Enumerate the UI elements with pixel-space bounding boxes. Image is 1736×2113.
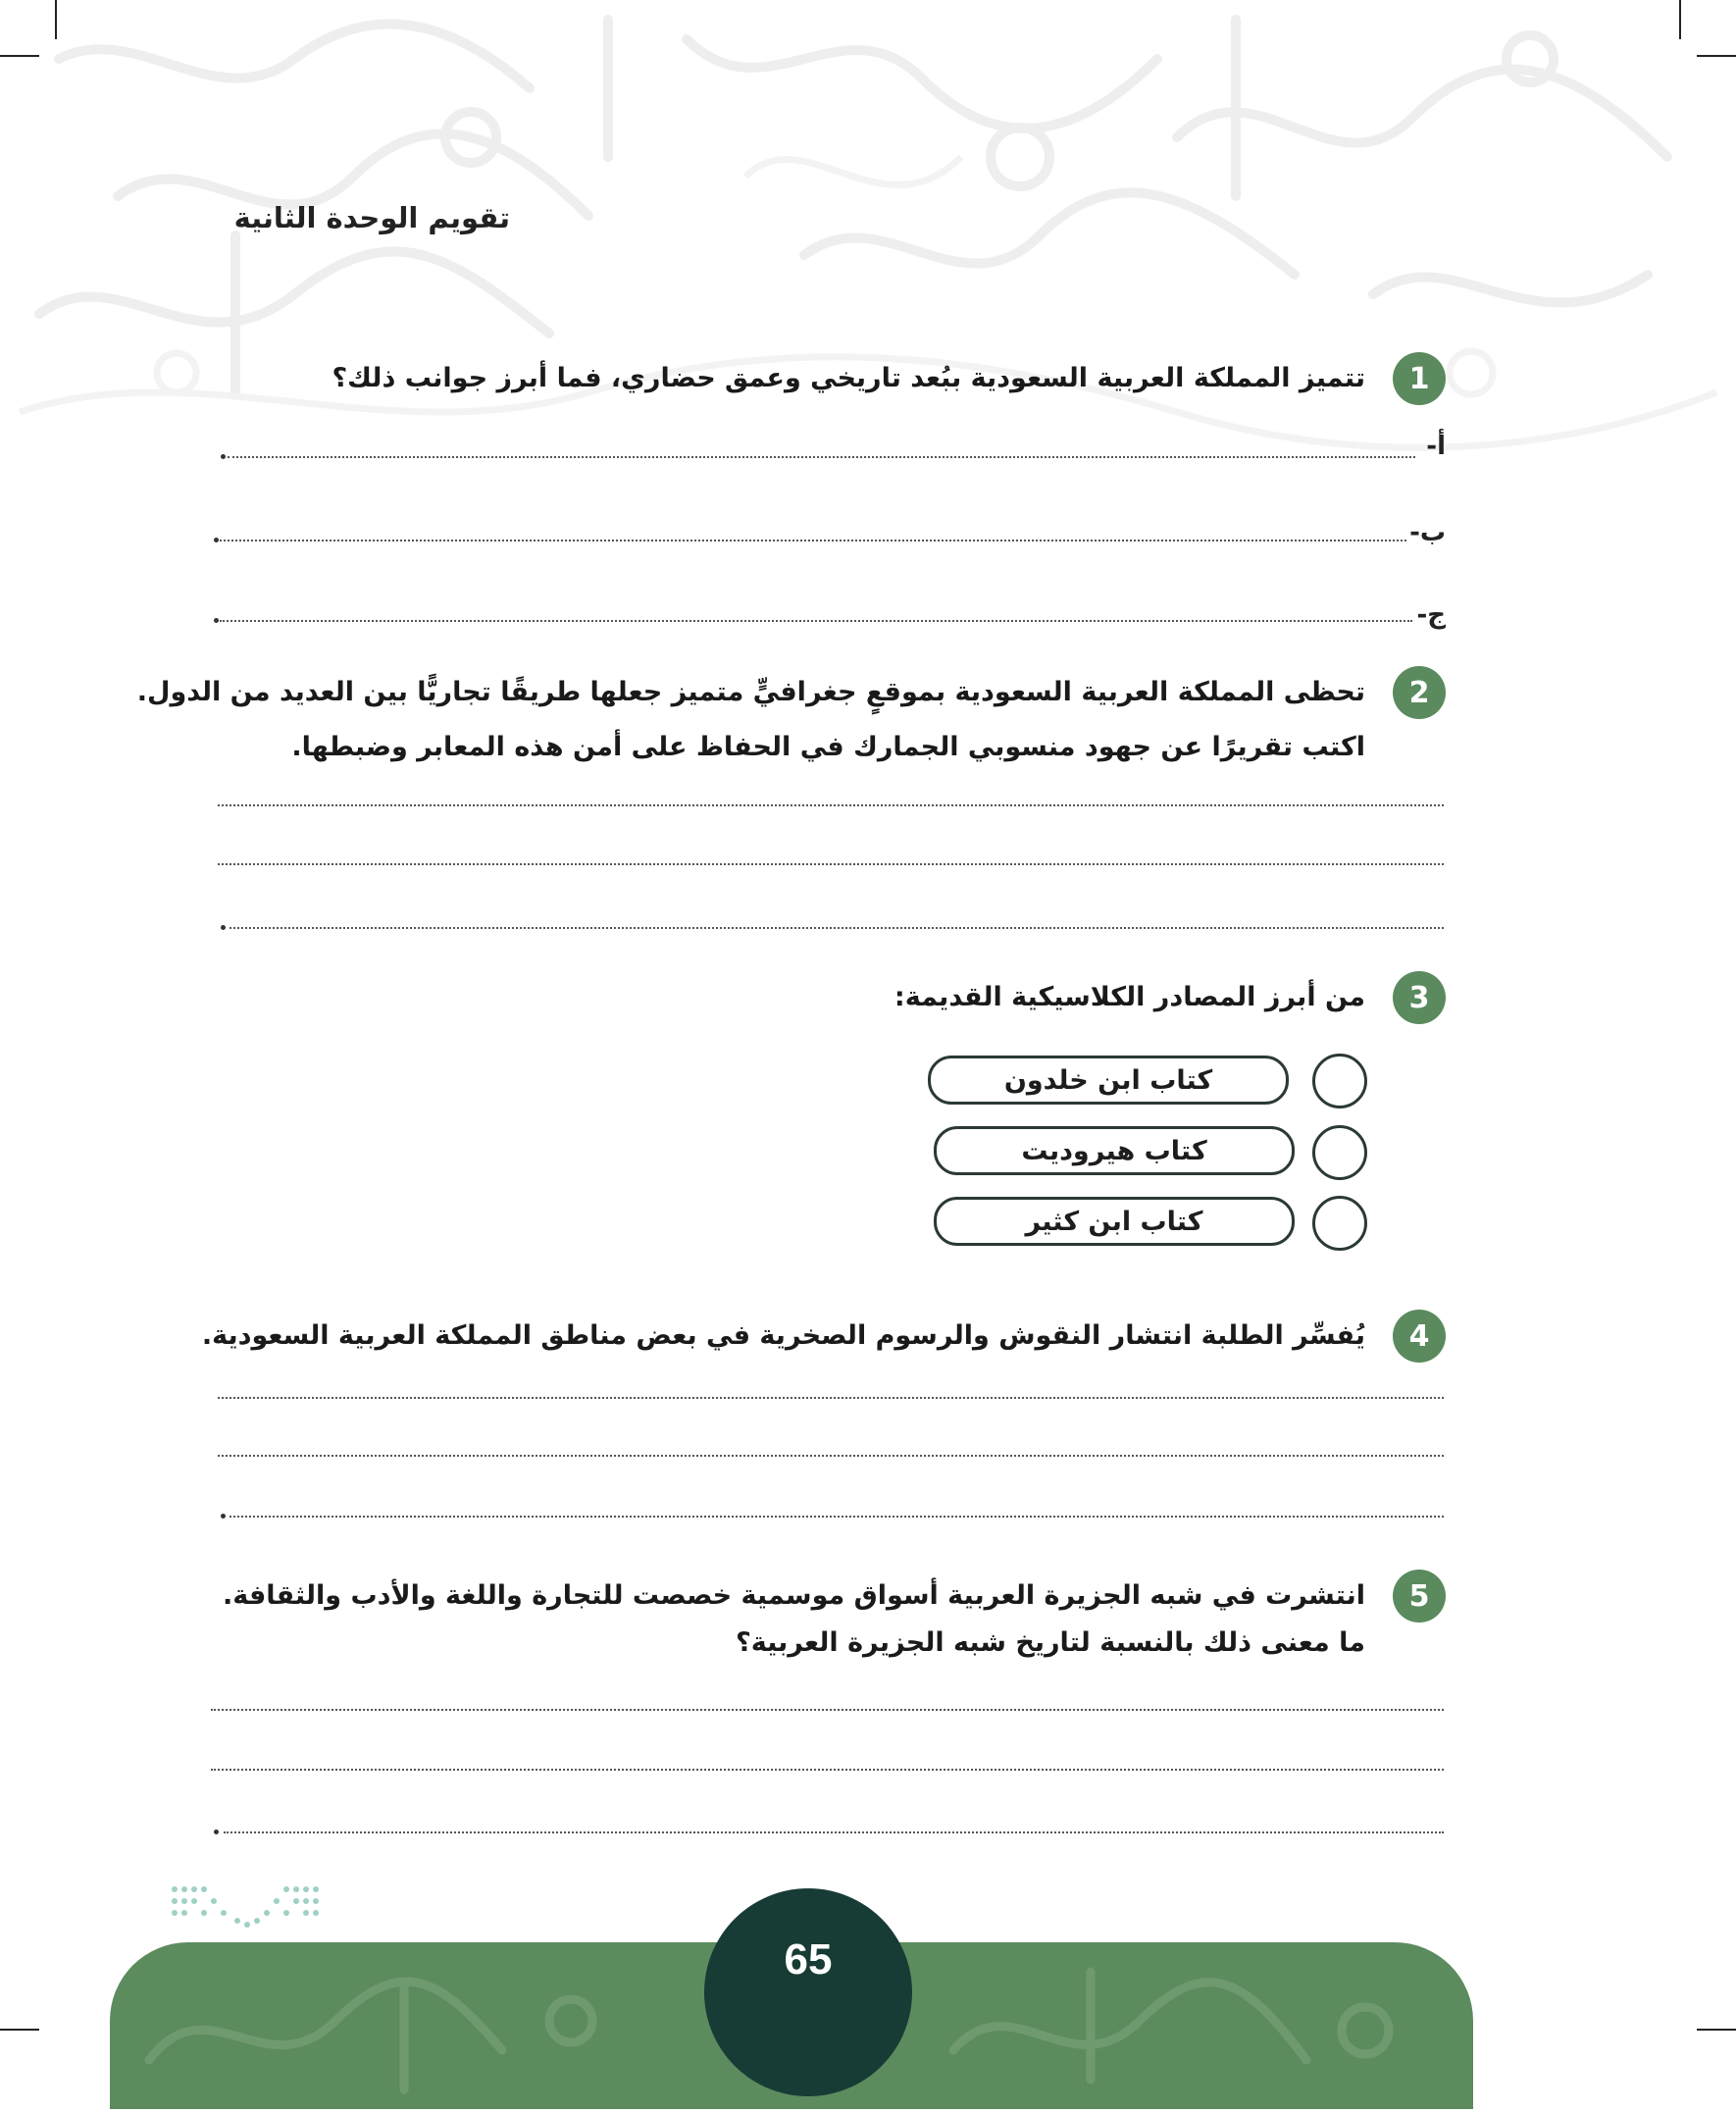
- crop-mark: [1697, 55, 1736, 57]
- option-2-box[interactable]: كتاب هيروديت: [934, 1126, 1295, 1175]
- answer-line[interactable]: [218, 1397, 1444, 1399]
- question-2-badge: 2: [1393, 666, 1446, 719]
- answer-line[interactable]: [230, 1516, 1444, 1518]
- answer-line[interactable]: [218, 804, 1444, 806]
- question-5-text-line-1: انتشرت في شبه الجزيرة العربية أسواق موسمية خصصت للتجارة واللغة والأدب والثقافة.: [223, 1580, 1365, 1611]
- answer-line[interactable]: [211, 1709, 1444, 1711]
- page-number: 65: [704, 1888, 912, 2096]
- crop-mark: [55, 0, 57, 39]
- option-1-box[interactable]: كتاب ابن خلدون: [928, 1056, 1289, 1105]
- option-3-box[interactable]: كتاب ابن كثير: [934, 1197, 1295, 1246]
- option-3-checkbox[interactable]: [1312, 1196, 1367, 1251]
- question-4-text: يُفسِّر الطلبة انتشار النقوش والرسوم الصخرية في بعض مناطق المملكة العربية السعودية.: [201, 1320, 1365, 1351]
- crop-mark: [0, 55, 39, 57]
- answer-line[interactable]: [224, 1831, 1444, 1833]
- line-end-dot: [214, 1830, 219, 1834]
- answer-label-b: ب-: [1409, 518, 1446, 547]
- question-1-badge: 1: [1393, 352, 1446, 405]
- answer-label-c: ج-: [1416, 600, 1446, 630]
- answer-line[interactable]: [230, 927, 1444, 929]
- option-1-checkbox[interactable]: [1312, 1054, 1367, 1108]
- answer-line-c[interactable]: [220, 620, 1412, 622]
- crop-mark: [1679, 0, 1681, 39]
- line-end-dot: [221, 454, 226, 459]
- answer-line-a[interactable]: [228, 456, 1415, 458]
- line-end-dot: [221, 925, 226, 930]
- crop-mark: [1697, 2029, 1736, 2031]
- answer-line[interactable]: [218, 1455, 1444, 1457]
- question-5-text-line-2: ما معنى ذلك بالنسبة لتاريخ شبه الجزيرة العربية؟: [736, 1627, 1365, 1658]
- answer-line[interactable]: [211, 1769, 1444, 1771]
- option-2-checkbox[interactable]: [1312, 1125, 1367, 1180]
- answer-line-b[interactable]: [220, 540, 1406, 541]
- question-1-text: تتميز المملكة العربية السعودية ببُعد تاريخي وعمق حضاري، فما أبرز جوانب ذلك؟: [332, 363, 1365, 393]
- line-end-dot: [214, 618, 219, 623]
- question-2-text-line-1: تحظى المملكة العربية السعودية بموقعٍ جغرافيٍّ متميز جعلها طريقًا تجاريًّا بين العديد من الدول.: [136, 677, 1365, 707]
- line-end-dot: [214, 538, 219, 542]
- calligraphy-background: [0, 0, 1736, 510]
- question-3-text: من أبرز المصادر الكلاسيكية القديمة:: [894, 982, 1365, 1012]
- ministry-logo-dots: [169, 1883, 326, 1942]
- line-end-dot: [221, 1514, 226, 1519]
- question-3-badge: 3: [1393, 971, 1446, 1024]
- answer-line[interactable]: [218, 863, 1444, 865]
- answer-label-a: أ-: [1426, 432, 1446, 461]
- question-2-text-line-2: اكتب تقريرًا عن جهود منسوبي الجمارك في الحفاظ على أمن هذه المعابر وضبطها.: [291, 732, 1365, 762]
- crop-mark: [0, 2029, 39, 2031]
- question-5-badge: 5: [1393, 1570, 1446, 1623]
- unit-title: تقويم الوحدة الثانية: [233, 201, 510, 234]
- question-4-badge: 4: [1393, 1310, 1446, 1363]
